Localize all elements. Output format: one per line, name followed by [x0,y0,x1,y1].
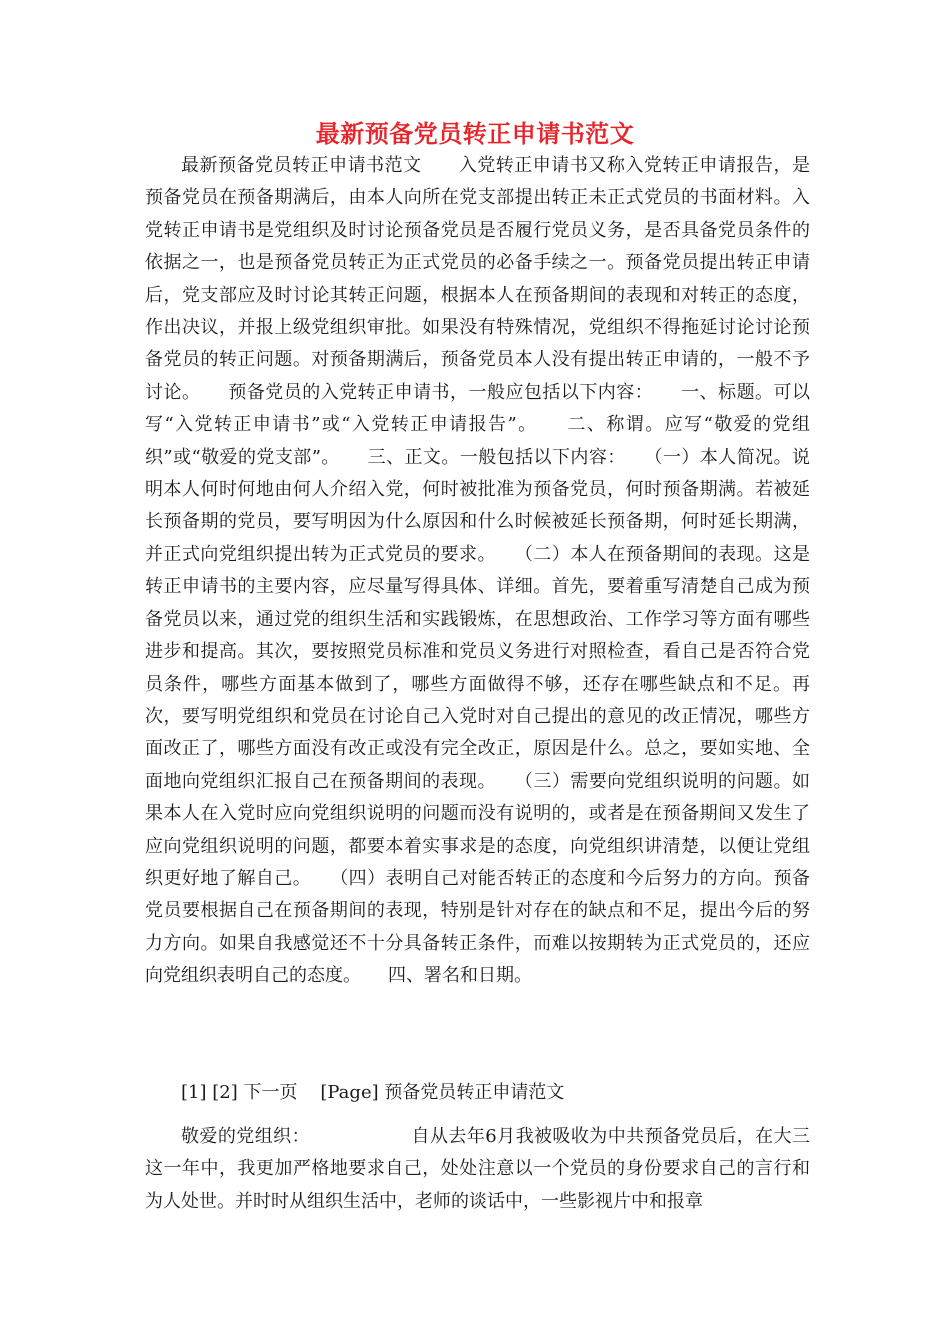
section-title: 预备党员转正申请范文 [384,1082,565,1103]
document-title: 最新预备党员转正申请书范文 [315,120,635,148]
document-body: 最新预备党员转正申请书范文 入党转正申请书又称入党转正申请报告，是预备党员在预备期满后，由本人向所在党支部提出转正未正式党员的书面材料。入党转正申请书是党组织及时讨论预备党员是否履行党员义务，是否具备党员条件的依据之一，也是预备党员转正为正式党员的必备手续之一。预备党员提出转正申请后，党支部应及时讨论其转正问题，根据本人在预备期间的表现和对转正的态度，作出决议，并报上级党组织审批。如果没有特殊情况，党组织不得拖延讨论讨论预备党员的转正问题。对预备期满后，预备党员本人没有提出转正申请的，一般不予讨论。 预备党员的入党转正申请书，一般应包括以下内容： 一、标题。可以写“入党转正申请书”或“入党转正申请报告”。 二、称谓。应写“敬爱的党组织”或“敬爱的党支部”。 三、正文。一般包括以下内容： （一）本人简况。说明本人何时何地由何人介绍入党，何时被批准为预备党员，何时预备期满。若被延长预备期的党员，要写明因为什么原因和什么时候被延长预备期，何时延长期满，并正式向党组织提出转为正式党员的要求。 （二）本人在预备期间的表现。这是转正申请书的主要内容，应尽量写得具体、详细。首先，要着重写清楚自己成为预备党员以来，通过党的组织生活和实践锻炼，在思想政治、工作学习等方面有哪些进步和提高。其次，要按照党员标准和党员义务进行对照检查，看自己是否符合党员条件，哪些方面基本做到了，哪些方面做得不够，还存在哪些缺点和不足。再次，要写明党组织和党员在讨论自己入党时对自己提出的意见的改正情况，哪些方面改正了，哪些方面没有改正或没有完全改正，原因是什么。总之，要如实地、全面地向党组织汇报自己在预备期间的表现。 （三）需要向党组织说明的问题。如果本人在入党时应向党组织说明的问题而没有说明的，或者是在预备期间又发生了应向党组织说明的问题，都要本着实事求是的态度，向党组织讲清楚，以便让党组织更好地了解自己。 （四）表明自己对能否转正的态度和今后努力的方向。预备党员要根据自己在预备期间的表现，特别是针对存在的缺点和不足，提出今后的努力方向。如果自我感觉还不十分具备转正条件，而难以按期转为正式党员的，还应向党组织表明自己的态度。 四、署名和日期。 [145,155,810,987]
page-tag: [Page] [320,1082,379,1103]
pagination-bar [181,1081,564,1105]
letter-body: 敬爱的党组织： 自从去年6月我被吸收为中共预备党员后，在大三这一年中，我更加严格地要求自己，处处注意以一个党员的身份要求自己的言行和为人处世。并时时从组织生活中，老师的谈话中，一些影视片中和报章 [145,1126,810,1212]
page-link-1[interactable]: [1] [181,1082,207,1103]
page-link-2[interactable]: [2] [212,1082,238,1103]
next-page-link[interactable]: 下一页 [243,1082,298,1103]
